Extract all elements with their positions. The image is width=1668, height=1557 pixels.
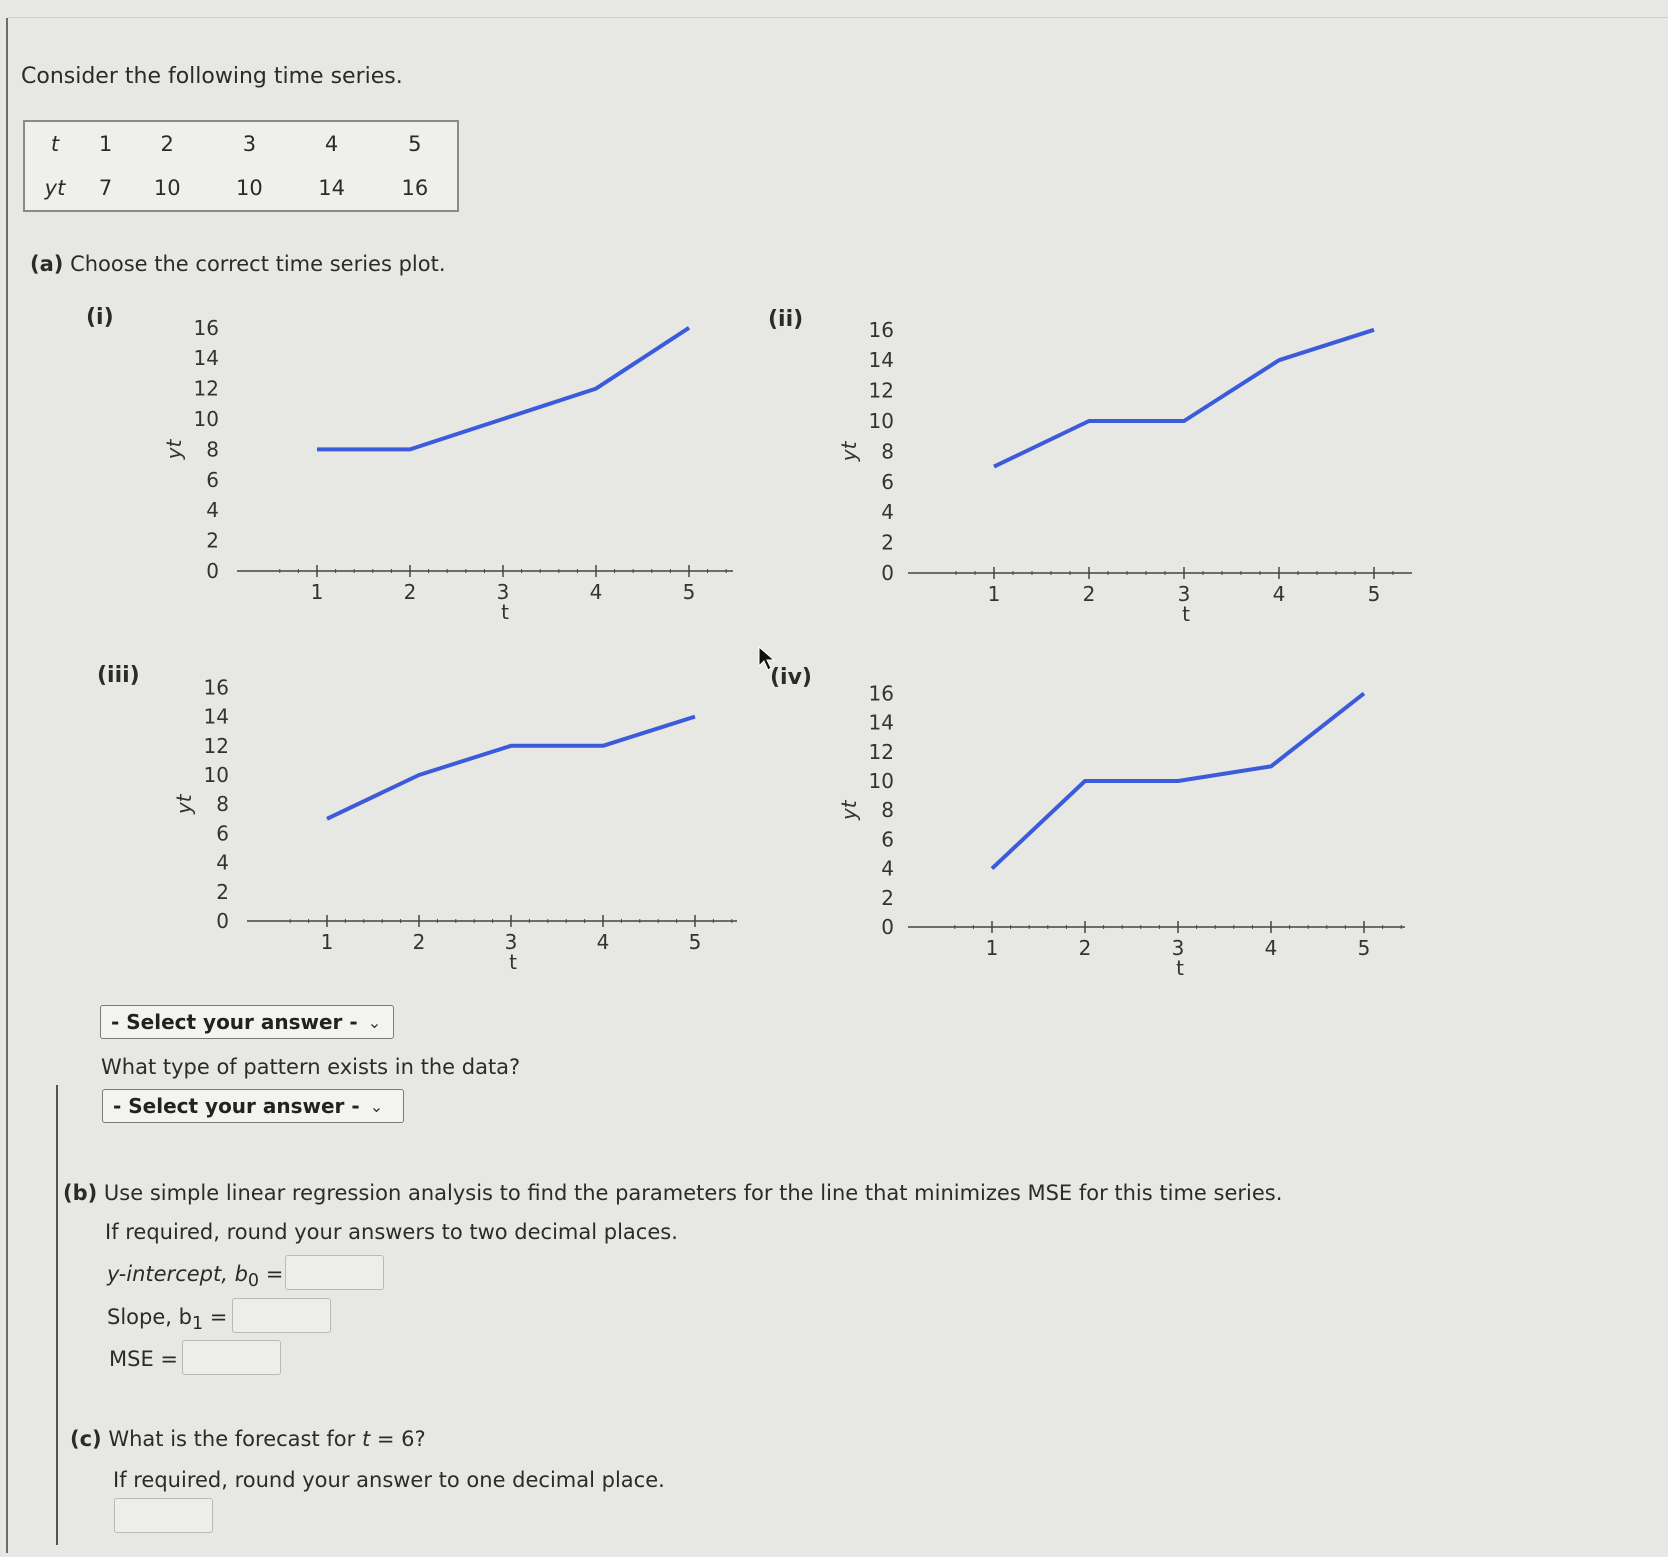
y-tick-label: 6 <box>216 821 229 846</box>
series-line <box>992 693 1364 868</box>
table-cell: 14 <box>318 176 345 200</box>
table-cell: 2 <box>160 132 174 156</box>
y-tick-label: 12 <box>203 733 229 758</box>
x-tick-label: 3 <box>496 580 510 604</box>
plot-label-iii: (iii) <box>97 663 140 688</box>
table-row <box>24 121 458 166</box>
time-series-plot-ii[interactable] <box>837 305 1420 626</box>
plot-label-i: (i) <box>86 305 114 330</box>
slope-label: Slope, $b_1$ = <box>107 1305 228 1335</box>
y-tick-label: 10 <box>203 763 229 787</box>
y-axis-title: yt <box>837 441 861 462</box>
table-cell: 10 <box>236 176 263 200</box>
y-tick-label: 2 <box>216 879 229 904</box>
x-tick-label: 2 <box>1078 936 1092 960</box>
y-tick-label: 0 <box>881 561 894 585</box>
y-axis-title: yt <box>162 439 186 460</box>
part-b-question <box>63 1181 1282 1205</box>
slope-input[interactable] <box>232 1298 331 1333</box>
x-tick-label: 5 <box>1367 582 1381 606</box>
y-tick-label: 4 <box>206 498 219 523</box>
y-tick-label: 14 <box>193 346 219 371</box>
x-tick-label: 1 <box>320 930 334 954</box>
y-tick-label: 2 <box>881 885 894 910</box>
part-c-question: (c) What is the forecast for t = 6? <box>70 1427 426 1451</box>
y-tick-label: 2 <box>206 528 219 553</box>
part-c-round-note: If required, round your answer to one decimal place. <box>113 1468 665 1492</box>
intercept-label: y-intercept, $b_0$ = <box>107 1262 284 1292</box>
part-a-label: (a) <box>30 252 64 276</box>
y-tick-label: 8 <box>206 437 219 462</box>
y-axis-title: yt <box>172 794 196 815</box>
y-tick-label: 4 <box>881 500 894 525</box>
plot-choice-select[interactable] <box>100 1005 394 1039</box>
mouse-cursor-icon <box>758 646 776 672</box>
section-divider <box>56 1085 58 1545</box>
x-tick-label: 3 <box>504 930 518 954</box>
x-tick-label: 5 <box>688 930 702 954</box>
mse-label: MSE = <box>109 1347 179 1371</box>
x-tick-label: 4 <box>1272 582 1286 606</box>
time-series-plot-iii[interactable] <box>172 665 755 985</box>
y-tick-label: 10 <box>868 769 894 793</box>
y-tick-label: 12 <box>868 378 894 403</box>
y-tick-label: 8 <box>881 439 894 464</box>
y-tick-label: 14 <box>868 710 894 735</box>
table-cell: 4 <box>324 132 339 156</box>
x-axis-title: t <box>509 950 517 974</box>
x-tick-label: 3 <box>1177 582 1191 606</box>
x-axis-title: t <box>1176 956 1184 980</box>
pattern-select-value: - Select your answer - <box>113 1094 360 1118</box>
y-tick-label: 16 <box>868 681 894 706</box>
y-tick-label: 16 <box>203 675 229 700</box>
y-tick-label: 16 <box>193 315 219 340</box>
pattern-question: What type of pattern exists in the data? <box>101 1055 521 1079</box>
time-series-table <box>23 120 459 212</box>
series-line <box>317 328 689 450</box>
part-c-label: (c) <box>70 1427 102 1451</box>
chevron-down-icon: ⌄ <box>369 1096 384 1116</box>
time-series-plot-i[interactable] <box>162 305 745 625</box>
y-tick-label: 2 <box>881 530 894 555</box>
y-tick-label: 0 <box>881 915 894 939</box>
part-a-question <box>30 252 446 276</box>
y-tick-label: 6 <box>881 469 894 494</box>
part-b-text: Use simple linear regression analysis to find the parameters for the line that minimizes MSE for this time series. <box>103 1181 1283 1205</box>
y-tick-label: 12 <box>193 376 219 401</box>
table-cell: 5 <box>408 132 422 156</box>
top-divider <box>8 17 1668 18</box>
x-tick-label: 2 <box>412 930 426 954</box>
y-tick-label: 14 <box>203 704 229 729</box>
x-tick-label: 1 <box>310 580 324 604</box>
y-tick-label: 10 <box>868 409 894 433</box>
x-tick-label: 2 <box>1082 582 1096 606</box>
table-row <box>24 166 458 211</box>
y-tick-label: 6 <box>881 827 894 852</box>
x-axis-title: t <box>1182 602 1190 626</box>
y-tick-label: 6 <box>206 467 219 492</box>
forecast-input[interactable] <box>114 1498 213 1533</box>
x-tick-label: 2 <box>403 580 417 604</box>
part-b-round-note: If required, round your answers to two decimal places. <box>105 1220 678 1244</box>
series-line <box>994 330 1374 467</box>
y-tick-label: 12 <box>868 739 894 764</box>
x-tick-label: 4 <box>596 930 610 954</box>
t-header: t <box>50 132 60 156</box>
y-tick-label: 16 <box>868 317 894 342</box>
y-tick-label: 8 <box>881 798 894 823</box>
yt-header: yt <box>44 176 66 200</box>
y-axis-title: yt <box>837 800 861 821</box>
x-axis-title: t <box>501 600 509 624</box>
table-cell: 16 <box>401 176 429 200</box>
y-tick-label: 4 <box>216 850 229 875</box>
y-tick-label: 4 <box>881 856 894 881</box>
x-tick-label: 4 <box>1264 936 1278 960</box>
plot-label-ii: (ii) <box>768 307 804 332</box>
table-cell: 10 <box>153 176 181 200</box>
chevron-down-icon: ⌄ <box>367 1012 382 1032</box>
intro-text: Consider the following time series. <box>21 64 403 89</box>
y-tick-label: 0 <box>206 559 219 583</box>
y-tick-label: 10 <box>193 407 219 431</box>
mse-input[interactable] <box>182 1340 281 1375</box>
x-tick-label: 1 <box>985 936 999 960</box>
y-tick-label: 0 <box>216 909 229 933</box>
table-cell: 3 <box>242 132 257 156</box>
table-cell: 1 <box>98 132 113 156</box>
x-tick-label: 1 <box>987 582 1001 606</box>
x-tick-label: 5 <box>682 580 696 604</box>
plot-label-iv: (iv) <box>770 665 812 690</box>
intercept-input[interactable] <box>285 1255 384 1290</box>
left-border <box>6 18 8 1553</box>
series-line <box>327 717 695 819</box>
part-b-label: (b) <box>63 1181 98 1205</box>
x-tick-label: 3 <box>1171 936 1185 960</box>
part-a-text: Choose the correct time series plot. <box>70 252 446 276</box>
y-tick-label: 14 <box>868 348 894 373</box>
x-tick-label: 4 <box>589 580 603 604</box>
y-tick-label: 8 <box>216 792 229 817</box>
plot-choice-value: - Select your answer - <box>111 1010 358 1034</box>
table-cell: 7 <box>98 176 113 200</box>
time-series-plot-iv[interactable] <box>837 665 1420 985</box>
pattern-select[interactable] <box>102 1089 404 1123</box>
x-tick-label: 5 <box>1357 936 1371 960</box>
